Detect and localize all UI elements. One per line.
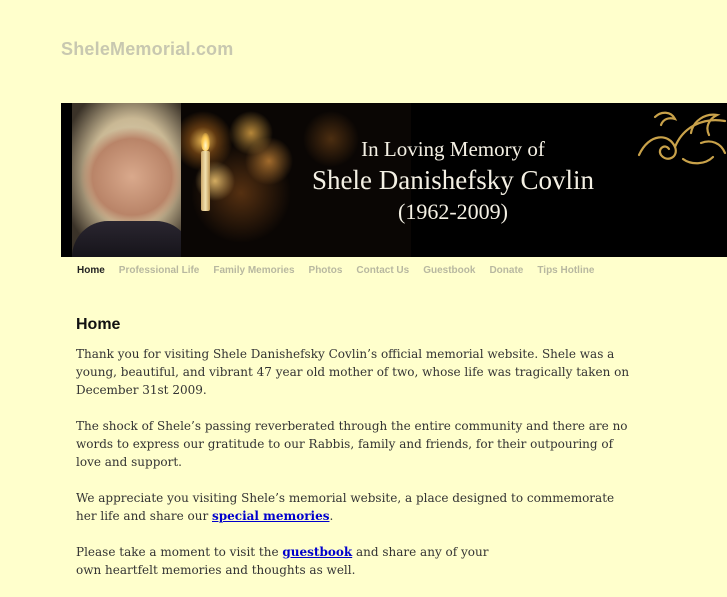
- portrait-shoulder: [72, 221, 192, 257]
- guestbook-link[interactable]: guestbook: [282, 545, 353, 559]
- nav-item-professional-life[interactable]: Professional Life: [118, 265, 200, 276]
- nav-item-guestbook[interactable]: Guestbook: [423, 265, 476, 276]
- paragraph-guestbook: [76, 543, 506, 579]
- nav-item-photos[interactable]: Photos: [308, 265, 343, 276]
- header-banner: [61, 103, 727, 257]
- candle-flame: [201, 133, 210, 151]
- special-memories-link[interactable]: special memories: [212, 509, 330, 523]
- candle: [201, 151, 210, 211]
- main-nav: [77, 265, 608, 276]
- paragraph-intro: Thank you for visiting Shele Danishefsky Covlin’s official memorial website. Shele was a young, beautiful, and vibrant 47 year old mother of two, whose life was tragically taken on December 31st 2009.: [76, 347, 630, 397]
- nav-item-tips-hotline[interactable]: Tips Hotline: [537, 265, 595, 276]
- paragraph-text: and share any of your own heartfelt memories and thoughts as well.: [76, 545, 489, 577]
- banner-line-memory: In Loving Memory of: [361, 137, 545, 161]
- main-content: [76, 345, 636, 597]
- banner-line-name: Shele Danishefsky Covlin: [312, 165, 594, 195]
- nav-item-family-memories[interactable]: Family Memories: [213, 265, 295, 276]
- page-title: Home: [76, 316, 121, 333]
- gold-ornament-icon: [631, 103, 727, 173]
- site-title[interactable]: SheleMemorial.com: [61, 39, 234, 59]
- paragraph-text: .: [329, 509, 334, 523]
- nav-item-home[interactable]: Home: [77, 265, 105, 276]
- nav-item-contact-us[interactable]: Contact Us: [356, 265, 410, 276]
- paragraph-text: We appreciate you visiting Shele’s memorial website, a place designed to commemorate her life and share our: [76, 491, 615, 523]
- paragraph-text: Please take a moment to visit the: [76, 545, 283, 559]
- banner-line-years: (1962-2009): [398, 199, 508, 224]
- paragraph-appreciate: [76, 489, 636, 525]
- paragraph-community: The shock of Shele’s passing reverberated through the entire community and there are no words to express our gratitude to our Rabbis, family and friends, for their outpouring of love and support.: [76, 419, 628, 469]
- nav-item-donate[interactable]: Donate: [489, 265, 524, 276]
